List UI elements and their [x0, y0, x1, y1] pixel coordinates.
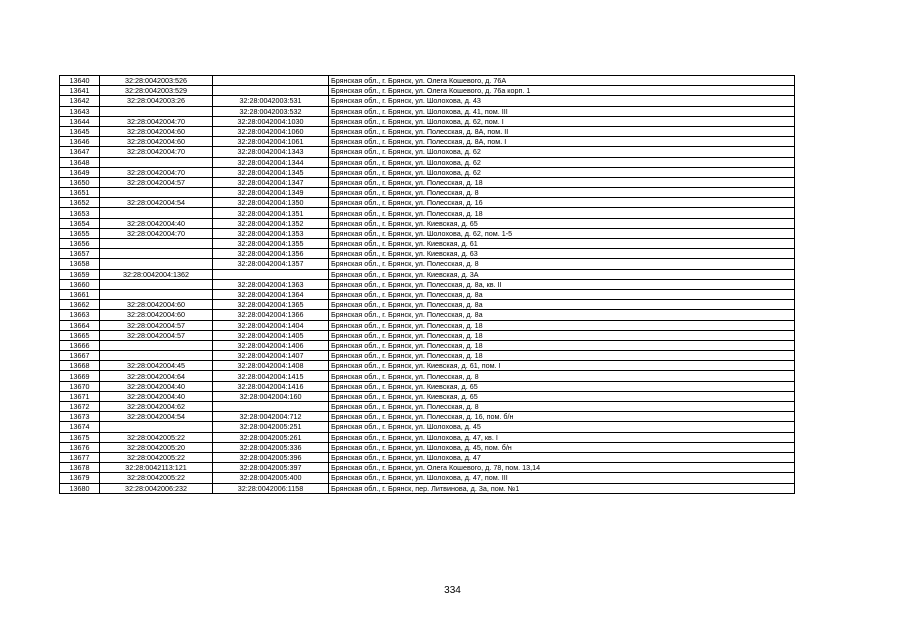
object-cadastral-number-cell — [213, 76, 329, 86]
address-cell: Брянская обл., г. Брянск, ул. Шолохова, д. 62 — [329, 157, 795, 167]
land-cadastral-number-cell — [100, 351, 213, 361]
land-cadastral-number-cell — [100, 249, 213, 259]
record-number-cell: 13651 — [60, 188, 100, 198]
land-cadastral-number-cell: 32:28:0042004:64 — [100, 371, 213, 381]
record-number-cell: 13649 — [60, 167, 100, 177]
land-cadastral-number-cell — [100, 188, 213, 198]
land-cadastral-number-cell: 32:28:0042004:40 — [100, 218, 213, 228]
object-cadastral-number-cell: 32:28:0042004:1061 — [213, 137, 329, 147]
record-number-cell: 13668 — [60, 361, 100, 371]
object-cadastral-number-cell: 32:28:0042004:1344 — [213, 157, 329, 167]
land-cadastral-number-cell: 32:28:0042004:57 — [100, 177, 213, 187]
object-cadastral-number-cell — [213, 402, 329, 412]
address-cell: Брянская обл., г. Брянск, ул. Шолохова, д. 62, пом. I — [329, 116, 795, 126]
record-number-cell: 13641 — [60, 86, 100, 96]
object-cadastral-number-cell: 32:28:0042004:1365 — [213, 300, 329, 310]
record-number-cell: 13644 — [60, 116, 100, 126]
table-row — [60, 463, 795, 473]
land-cadastral-number-cell: 32:28:0042004:60 — [100, 126, 213, 136]
table-row — [60, 137, 795, 147]
table-row — [60, 126, 795, 136]
object-cadastral-number-cell: 32:28:0042004:1347 — [213, 177, 329, 187]
address-cell: Брянская обл., г. Брянск, ул. Полесская, д. 8 — [329, 188, 795, 198]
address-cell: Брянская обл., г. Брянск, ул. Полесская, д. 18 — [329, 320, 795, 330]
table-row — [60, 371, 795, 381]
land-cadastral-number-cell: 32:28:0042004:40 — [100, 391, 213, 401]
address-cell: Брянская обл., г. Брянск, ул. Олега Кошевого, д. 76А — [329, 76, 795, 86]
record-number-cell: 13678 — [60, 463, 100, 473]
land-cadastral-number-cell: 32:28:0042004:54 — [100, 412, 213, 422]
record-number-cell: 13665 — [60, 330, 100, 340]
record-number-cell: 13655 — [60, 228, 100, 238]
address-cell: Брянская обл., г. Брянск, ул. Полесская, д. 18 — [329, 351, 795, 361]
land-cadastral-number-cell: 32:28:0042003:529 — [100, 86, 213, 96]
address-cell: Брянская обл., г. Брянск, ул. Киевская, д. 65 — [329, 218, 795, 228]
address-cell: Брянская обл., г. Брянск, ул. Киевская, д. 63 — [329, 249, 795, 259]
object-cadastral-number-cell: 32:28:0042004:1366 — [213, 310, 329, 320]
land-cadastral-number-cell: 32:28:0042004:62 — [100, 402, 213, 412]
table-row — [60, 310, 795, 320]
land-cadastral-number-cell: 32:28:0042005:22 — [100, 432, 213, 442]
object-cadastral-number-cell: 32:28:0042005:251 — [213, 422, 329, 432]
address-cell: Брянская обл., г. Брянск, ул. Киевская, д. 3А — [329, 269, 795, 279]
object-cadastral-number-cell: 32:28:0042004:1406 — [213, 340, 329, 350]
object-cadastral-number-cell: 32:28:0042004:1407 — [213, 351, 329, 361]
address-cell: Брянская обл., г. Брянск, ул. Шолохова, д. 43 — [329, 96, 795, 106]
land-cadastral-number-cell — [100, 422, 213, 432]
object-cadastral-number-cell: 32:28:0042004:1405 — [213, 330, 329, 340]
address-cell: Брянская обл., г. Брянск, ул. Шолохова, д. 47, пом. III — [329, 473, 795, 483]
object-cadastral-number-cell: 32:28:0042003:531 — [213, 96, 329, 106]
object-cadastral-number-cell: 32:28:0042004:1363 — [213, 279, 329, 289]
record-number-cell: 13677 — [60, 452, 100, 462]
table-row — [60, 177, 795, 187]
address-cell: Брянская обл., г. Брянск, ул. Полесская, д. 8 — [329, 402, 795, 412]
address-cell: Брянская обл., г. Брянск, ул. Полесская, д. 8А, пом. I — [329, 137, 795, 147]
record-number-cell: 13645 — [60, 126, 100, 136]
address-cell: Брянская обл., г. Брянск, ул. Шолохова, д. 62, пом. 1-5 — [329, 228, 795, 238]
address-cell: Брянская обл., г. Брянск, ул. Шолохова, д. 45, пом. б/н — [329, 442, 795, 452]
record-number-cell: 13640 — [60, 76, 100, 86]
address-cell: Брянская обл., г. Брянск, ул. Олега Кошевого, д. 76а корп. 1 — [329, 86, 795, 96]
land-cadastral-number-cell: 32:28:0042004:57 — [100, 330, 213, 340]
land-cadastral-number-cell: 32:28:0042004:45 — [100, 361, 213, 371]
land-cadastral-number-cell: 32:28:0042004:60 — [100, 310, 213, 320]
address-cell: Брянская обл., г. Брянск, ул. Полесская, д. 8а, кв. II — [329, 279, 795, 289]
table-row — [60, 218, 795, 228]
record-number-cell: 13652 — [60, 198, 100, 208]
land-cadastral-number-cell: 32:28:0042004:1362 — [100, 269, 213, 279]
record-number-cell: 13672 — [60, 402, 100, 412]
table-row — [60, 249, 795, 259]
record-number-cell: 13664 — [60, 320, 100, 330]
record-number-cell: 13648 — [60, 157, 100, 167]
record-number-cell: 13650 — [60, 177, 100, 187]
land-cadastral-number-cell: 32:28:0042004:57 — [100, 320, 213, 330]
object-cadastral-number-cell: 32:28:0042004:1357 — [213, 259, 329, 269]
table-row — [60, 239, 795, 249]
address-cell: Брянская обл., г. Брянск, ул. Полесская, д. 8 — [329, 371, 795, 381]
object-cadastral-number-cell — [213, 86, 329, 96]
table-row — [60, 167, 795, 177]
land-cadastral-number-cell: 32:28:0042005:22 — [100, 473, 213, 483]
object-cadastral-number-cell: 32:28:0042004:1030 — [213, 116, 329, 126]
record-number-cell: 13662 — [60, 300, 100, 310]
record-number-cell: 13671 — [60, 391, 100, 401]
table-row — [60, 116, 795, 126]
land-cadastral-number-cell — [100, 208, 213, 218]
table-row — [60, 86, 795, 96]
record-number-cell: 13658 — [60, 259, 100, 269]
address-cell: Брянская обл., г. Брянск, ул. Полесская, д. 18 — [329, 208, 795, 218]
table-row — [60, 320, 795, 330]
record-number-cell: 13673 — [60, 412, 100, 422]
address-cell: Брянская обл., г. Брянск, ул. Полесская, д. 18 — [329, 340, 795, 350]
table-row — [60, 208, 795, 218]
record-number-cell: 13647 — [60, 147, 100, 157]
table-row — [60, 422, 795, 432]
address-cell: Брянская обл., г. Брянск, ул. Шолохова, д. 45 — [329, 422, 795, 432]
table-row — [60, 351, 795, 361]
record-number-cell: 13674 — [60, 422, 100, 432]
address-cell: Брянская обл., г. Брянск, ул. Полесская, д. 16 — [329, 198, 795, 208]
land-cadastral-number-cell: 32:28:0042004:54 — [100, 198, 213, 208]
land-cadastral-number-cell: 32:28:0042005:22 — [100, 452, 213, 462]
record-number-cell: 13667 — [60, 351, 100, 361]
record-number-cell: 13643 — [60, 106, 100, 116]
table-row — [60, 147, 795, 157]
record-number-cell: 13646 — [60, 137, 100, 147]
record-number-cell: 13679 — [60, 473, 100, 483]
table-row — [60, 96, 795, 106]
record-number-cell: 13680 — [60, 483, 100, 493]
object-cadastral-number-cell: 32:28:0042004:1352 — [213, 218, 329, 228]
object-cadastral-number-cell: 32:28:0042005:261 — [213, 432, 329, 442]
land-cadastral-number-cell: 32:28:0042004:60 — [100, 300, 213, 310]
object-cadastral-number-cell: 32:28:0042006:1158 — [213, 483, 329, 493]
table-row — [60, 76, 795, 86]
object-cadastral-number-cell: 32:28:0042004:1404 — [213, 320, 329, 330]
table-row — [60, 198, 795, 208]
table-row — [60, 228, 795, 238]
record-number-cell: 13669 — [60, 371, 100, 381]
record-number-cell: 13660 — [60, 279, 100, 289]
object-cadastral-number-cell: 32:28:0042004:1415 — [213, 371, 329, 381]
table-row — [60, 340, 795, 350]
record-number-cell: 13656 — [60, 239, 100, 249]
table-row — [60, 412, 795, 422]
table-row — [60, 157, 795, 167]
land-cadastral-number-cell — [100, 289, 213, 299]
table-row — [60, 402, 795, 412]
object-cadastral-number-cell: 32:28:0042005:396 — [213, 452, 329, 462]
address-cell: Брянская обл., г. Брянск, ул. Киевская, д. 65 — [329, 381, 795, 391]
object-cadastral-number-cell: 32:28:0042004:1345 — [213, 167, 329, 177]
record-number-cell: 13659 — [60, 269, 100, 279]
object-cadastral-number-cell: 32:28:0042004:1416 — [213, 381, 329, 391]
object-cadastral-number-cell: 32:28:0042004:1349 — [213, 188, 329, 198]
address-cell: Брянская обл., г. Брянск, ул. Шолохова, д. 62 — [329, 147, 795, 157]
land-cadastral-number-cell: 32:28:0042004:60 — [100, 137, 213, 147]
address-cell: Брянская обл., г. Брянск, ул. Киевская, д. 61, пом. I — [329, 361, 795, 371]
record-number-cell: 13663 — [60, 310, 100, 320]
address-cell: Брянская обл., г. Брянск, ул. Олега Кошевого, д. 78, пом. 13,14 — [329, 463, 795, 473]
table-row — [60, 330, 795, 340]
table-row — [60, 483, 795, 493]
land-cadastral-number-cell: 32:28:0042113:121 — [100, 463, 213, 473]
object-cadastral-number-cell: 32:28:0042004:1408 — [213, 361, 329, 371]
address-cell: Брянская обл., г. Брянск, ул. Киевская, д. 65 — [329, 391, 795, 401]
address-cell: Брянская обл., г. Брянск, ул. Шолохова, д. 47 — [329, 452, 795, 462]
records-table — [59, 75, 795, 494]
land-cadastral-number-cell — [100, 106, 213, 116]
object-cadastral-number-cell: 32:28:0042003:532 — [213, 106, 329, 116]
land-cadastral-number-cell — [100, 239, 213, 249]
address-cell: Брянская обл., г. Брянск, ул. Полесская, д. 16, пом. б/н — [329, 412, 795, 422]
address-cell: Брянская обл., г. Брянск, пер. Литвинова, д. 3а, пом. №1 — [329, 483, 795, 493]
table-row — [60, 381, 795, 391]
land-cadastral-number-cell: 32:28:0042004:70 — [100, 167, 213, 177]
address-cell: Брянская обл., г. Брянск, ул. Полесская, д. 8А, пом. II — [329, 126, 795, 136]
object-cadastral-number-cell: 32:28:0042005:397 — [213, 463, 329, 473]
land-cadastral-number-cell: 32:28:0042003:26 — [100, 96, 213, 106]
address-cell: Брянская обл., г. Брянск, ул. Полесская, д. 18 — [329, 330, 795, 340]
land-cadastral-number-cell: 32:28:0042004:70 — [100, 116, 213, 126]
table-row — [60, 259, 795, 269]
address-cell: Брянская обл., г. Брянск, ул. Полесская, д. 8а — [329, 289, 795, 299]
object-cadastral-number-cell: 32:28:0042004:1351 — [213, 208, 329, 218]
object-cadastral-number-cell: 32:28:0042005:336 — [213, 442, 329, 452]
land-cadastral-number-cell: 32:28:0042004:70 — [100, 147, 213, 157]
record-number-cell: 13675 — [60, 432, 100, 442]
record-number-cell: 13666 — [60, 340, 100, 350]
table-row — [60, 279, 795, 289]
record-number-cell: 13642 — [60, 96, 100, 106]
object-cadastral-number-cell: 32:28:0042004:1356 — [213, 249, 329, 259]
object-cadastral-number-cell: 32:28:0042004:160 — [213, 391, 329, 401]
object-cadastral-number-cell: 32:28:0042004:1350 — [213, 198, 329, 208]
record-number-cell: 13653 — [60, 208, 100, 218]
object-cadastral-number-cell: 32:28:0042004:1364 — [213, 289, 329, 299]
table-row — [60, 473, 795, 483]
object-cadastral-number-cell: 32:28:0042004:1060 — [213, 126, 329, 136]
table-row — [60, 188, 795, 198]
address-cell: Брянская обл., г. Брянск, ул. Полесская, д. 8 — [329, 259, 795, 269]
land-cadastral-number-cell: 32:28:0042006:232 — [100, 483, 213, 493]
address-cell: Брянская обл., г. Брянск, ул. Шолохова, д. 47, кв. I — [329, 432, 795, 442]
address-cell: Брянская обл., г. Брянск, ул. Киевская, д. 61 — [329, 239, 795, 249]
table-row — [60, 361, 795, 371]
record-number-cell: 13676 — [60, 442, 100, 452]
address-cell: Брянская обл., г. Брянск, ул. Шолохова, д. 41, пом. III — [329, 106, 795, 116]
record-number-cell: 13661 — [60, 289, 100, 299]
record-number-cell: 13657 — [60, 249, 100, 259]
land-cadastral-number-cell — [100, 279, 213, 289]
record-number-cell: 13654 — [60, 218, 100, 228]
address-cell: Брянская обл., г. Брянск, ул. Полесская, д. 8а — [329, 300, 795, 310]
table-row — [60, 442, 795, 452]
land-cadastral-number-cell: 32:28:0042004:70 — [100, 228, 213, 238]
record-number-cell: 13670 — [60, 381, 100, 391]
address-cell: Брянская обл., г. Брянск, ул. Полесская, д. 18 — [329, 177, 795, 187]
object-cadastral-number-cell: 32:28:0042004:1343 — [213, 147, 329, 157]
address-cell: Брянская обл., г. Брянск, ул. Шолохова, д. 62 — [329, 167, 795, 177]
records-table-body — [60, 76, 795, 494]
table-row — [60, 391, 795, 401]
land-cadastral-number-cell: 32:28:0042005:20 — [100, 442, 213, 452]
address-cell: Брянская обл., г. Брянск, ул. Полесская, д. 8а — [329, 310, 795, 320]
page-number: 334 — [444, 585, 461, 596]
table-row — [60, 106, 795, 116]
land-cadastral-number-cell — [100, 157, 213, 167]
object-cadastral-number-cell: 32:28:0042004:712 — [213, 412, 329, 422]
table-row — [60, 289, 795, 299]
object-cadastral-number-cell: 32:28:0042004:1353 — [213, 228, 329, 238]
land-cadastral-number-cell — [100, 259, 213, 269]
object-cadastral-number-cell: 32:28:0042005:400 — [213, 473, 329, 483]
table-row — [60, 300, 795, 310]
table-row — [60, 269, 795, 279]
land-cadastral-number-cell: 32:28:0042003:526 — [100, 76, 213, 86]
table-row — [60, 452, 795, 462]
object-cadastral-number-cell: 32:28:0042004:1355 — [213, 239, 329, 249]
land-cadastral-number-cell: 32:28:0042004:40 — [100, 381, 213, 391]
object-cadastral-number-cell — [213, 269, 329, 279]
land-cadastral-number-cell — [100, 340, 213, 350]
table-row — [60, 432, 795, 442]
